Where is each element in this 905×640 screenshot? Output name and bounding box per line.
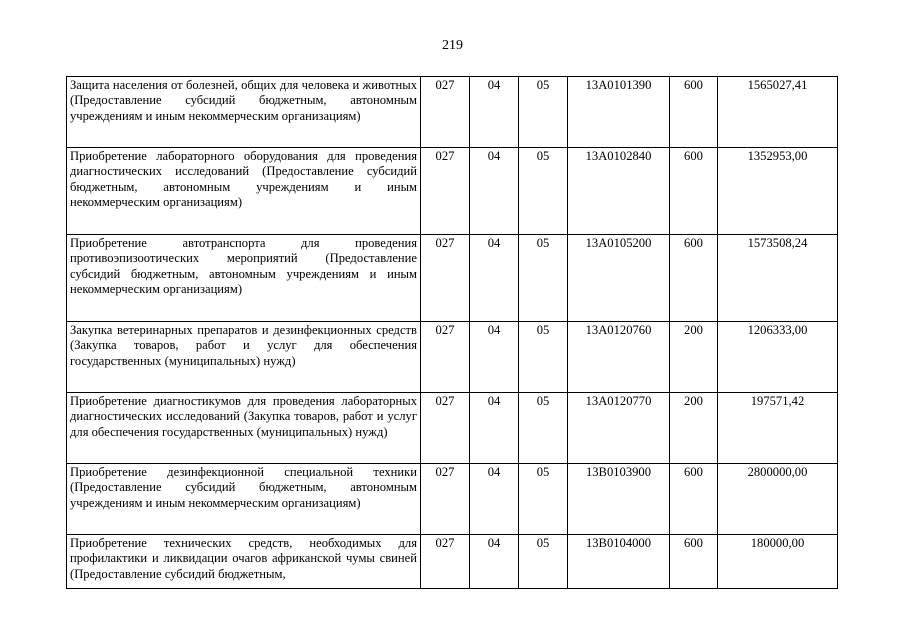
- row-section-code: 04: [470, 535, 519, 589]
- row-subsection-code: 05: [519, 77, 568, 148]
- row-target-article-code: 13В0103900: [568, 464, 670, 535]
- row-target-article-code: 13А0120760: [568, 322, 670, 393]
- table-row: [67, 235, 838, 322]
- row-ved-code: 027: [421, 77, 470, 148]
- row-amount: 1573508,24: [718, 235, 838, 322]
- table-row: [67, 322, 838, 393]
- row-ved-code: 027: [421, 148, 470, 235]
- row-ved-code: 027: [421, 393, 470, 464]
- row-expense-type-code: 200: [670, 322, 718, 393]
- row-section-code: 04: [470, 464, 519, 535]
- row-description: Защита населения от болезней, общих для человека и животных (Предоставление субсидий бюджетным, автономным учреждениям и иным некоммерческим организациям): [67, 77, 421, 148]
- row-amount: 1565027,41: [718, 77, 838, 148]
- row-ved-code: 027: [421, 535, 470, 589]
- row-ved-code: 027: [421, 322, 470, 393]
- row-expense-type-code: 600: [670, 464, 718, 535]
- row-description: Закупка ветеринарных препаратов и дезинфекционных средств (Закупка товаров, работ и услуг для обеспечения государственных (муниципальных) нужд): [67, 322, 421, 393]
- table-row: [67, 393, 838, 464]
- row-description: Приобретение диагностикумов для проведения лабораторных диагностических исследований (Закупка товаров, работ и услуг для обеспечения государственных (муниципальных) нужд): [67, 393, 421, 464]
- row-expense-type-code: 600: [670, 148, 718, 235]
- row-subsection-code: 05: [519, 322, 568, 393]
- row-section-code: 04: [470, 148, 519, 235]
- row-amount: 197571,42: [718, 393, 838, 464]
- table-row: [67, 77, 838, 148]
- row-subsection-code: 05: [519, 535, 568, 589]
- row-amount: 1206333,00: [718, 322, 838, 393]
- row-target-article-code: 13А0102840: [568, 148, 670, 235]
- row-section-code: 04: [470, 322, 519, 393]
- row-subsection-code: 05: [519, 393, 568, 464]
- row-amount: 1352953,00: [718, 148, 838, 235]
- row-description: Приобретение технических средств, необходимых для профилактики и ликвидации очагов африканской чумы свиней (Предоставление субсидий бюджетным,: [67, 535, 421, 589]
- row-description: Приобретение автотранспорта для проведения противоэпизоотических мероприятий (Предоставление субсидий бюджетным, автономным учреждениям и иным некоммерческим организациям): [67, 235, 421, 322]
- row-amount: 180000,00: [718, 535, 838, 589]
- row-amount: 2800000,00: [718, 464, 838, 535]
- row-description: Приобретение дезинфекционной специальной техники (Предоставление субсидий бюджетным, автономным учреждениям и иным некоммерческим организациям): [67, 464, 421, 535]
- table-row: [67, 464, 838, 535]
- row-ved-code: 027: [421, 464, 470, 535]
- row-description: Приобретение лабораторного оборудования для проведения диагностических исследований (Предоставление субсидий бюджетным, автономным учреждениям и иным некоммерческим организациям): [67, 148, 421, 235]
- row-target-article-code: 13В0104000: [568, 535, 670, 589]
- row-ved-code: 027: [421, 235, 470, 322]
- row-expense-type-code: 600: [670, 535, 718, 589]
- row-subsection-code: 05: [519, 148, 568, 235]
- page-number: 219: [442, 38, 463, 53]
- row-expense-type-code: 600: [670, 235, 718, 322]
- row-target-article-code: 13А0120770: [568, 393, 670, 464]
- row-subsection-code: 05: [519, 464, 568, 535]
- row-section-code: 04: [470, 393, 519, 464]
- row-section-code: 04: [470, 77, 519, 148]
- row-expense-type-code: 200: [670, 393, 718, 464]
- budget-table: [66, 76, 838, 589]
- table-row: [67, 535, 838, 589]
- table-row: [67, 148, 838, 235]
- row-subsection-code: 05: [519, 235, 568, 322]
- row-target-article-code: 13А0105200: [568, 235, 670, 322]
- row-expense-type-code: 600: [670, 77, 718, 148]
- row-section-code: 04: [470, 235, 519, 322]
- row-target-article-code: 13А0101390: [568, 77, 670, 148]
